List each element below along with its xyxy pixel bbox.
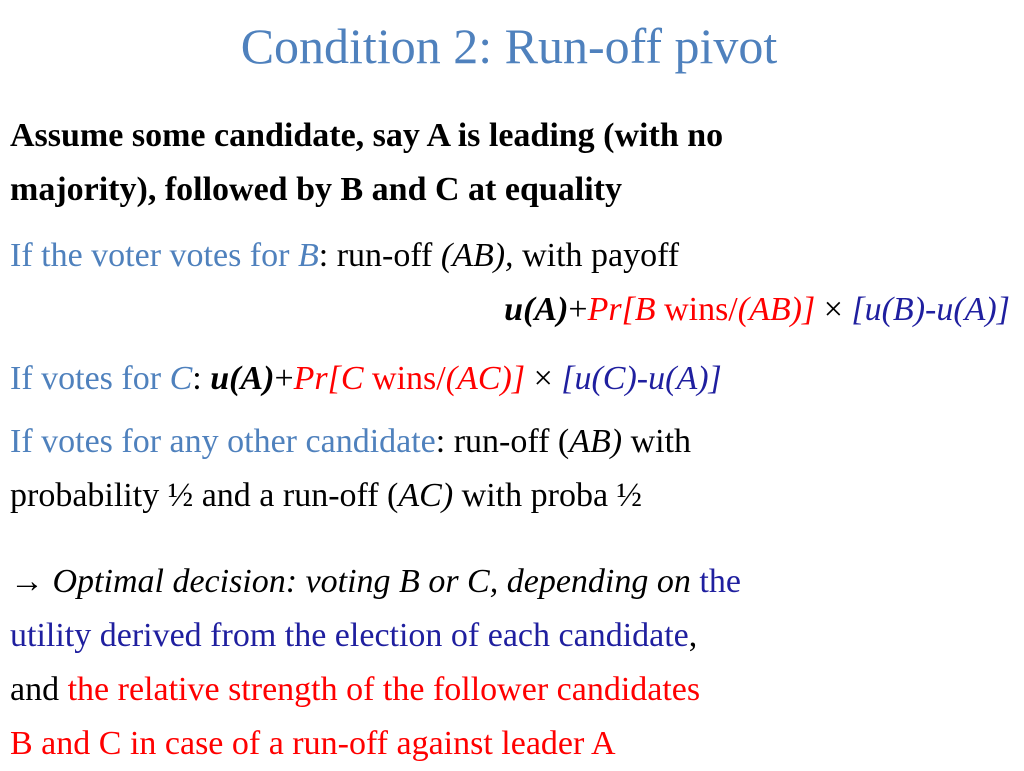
vote-b-formula-diff: [u(B)-u(A)] xyxy=(851,291,1010,328)
conclusion-navy-1: the xyxy=(690,563,741,600)
vote-c-formula-plus: + xyxy=(274,360,294,397)
vote-b-formula-pr: Pr[B xyxy=(587,291,656,328)
vote-b-formula-times: × xyxy=(815,291,852,328)
vote-c-formula-ac: (AC)] xyxy=(445,360,526,397)
vote-c-formula-pr: Pr[C xyxy=(293,360,364,397)
assumption-line-1: Assume some candidate, say A is leading (with no xyxy=(10,117,724,154)
assumption-line-2: majority), followed by B and C at equality xyxy=(10,171,622,208)
vote-c-colon: : xyxy=(192,360,211,397)
vote-other-paragraph xyxy=(10,415,1024,523)
vote-b-line xyxy=(10,229,1024,283)
conclusion-red-1: the relative strength of the follower candidates xyxy=(67,671,701,708)
vote-b-lead: If the voter votes for xyxy=(10,237,298,274)
vote-other-line-1 xyxy=(10,415,1024,469)
conclusion-line-4 xyxy=(10,717,1024,771)
vote-c-var: C xyxy=(169,360,193,397)
vote-other-line2a: probability ½ and a run-off ( xyxy=(10,477,399,514)
vote-b-var: B xyxy=(297,237,319,274)
vote-c-line xyxy=(10,352,1024,406)
vote-b-formula-plus: + xyxy=(568,291,588,328)
conclusion-paragraph xyxy=(10,555,1024,771)
arrow-icon: → xyxy=(10,563,53,600)
conclusion-red-2: B and C in case of a run-off against leader A xyxy=(10,725,616,762)
vote-other-line2b: with proba ½ xyxy=(453,477,643,514)
vote-b-paragraph xyxy=(10,229,1024,337)
conclusion-italic: Optimal decision: voting B or C, depending on xyxy=(52,563,691,600)
vote-b-tail: with payoff xyxy=(513,237,680,274)
vote-b-colon: : run-off xyxy=(318,237,441,274)
vote-c-formula-diff: [u(C)-u(A)] xyxy=(561,360,722,397)
conclusion-line-3 xyxy=(10,663,1024,717)
vote-c-lead: If votes for xyxy=(10,360,170,397)
vote-b-formula-ab: (AB)] xyxy=(737,291,816,328)
conclusion-line-1 xyxy=(10,555,1024,609)
conclusion-comma: , xyxy=(688,617,698,654)
vote-other-mid2: with xyxy=(622,423,692,460)
slide-title: Condition 2: Run-off pivot xyxy=(240,18,778,74)
vote-other-mid: : run-off ( xyxy=(435,423,570,460)
vote-c-paragraph xyxy=(10,352,1024,406)
vote-other-ac: AC) xyxy=(398,477,454,514)
vote-other-line-2 xyxy=(10,469,1024,523)
vote-c-formula-times: × xyxy=(525,360,562,397)
vote-b-runoff: (AB), xyxy=(440,237,514,274)
assumption-paragraph xyxy=(10,109,1024,217)
vote-c-formula-u: u(A) xyxy=(210,360,275,397)
conclusion-navy-2: utility derived from the election of each candidate xyxy=(10,617,689,654)
conclusion-line-2 xyxy=(10,609,1024,663)
vote-b-formula xyxy=(50,283,1024,337)
vote-other-ab: AB) xyxy=(569,423,623,460)
conclusion-and: and xyxy=(10,671,68,708)
vote-b-formula-wins: wins/ xyxy=(655,291,738,328)
vote-other-lead: If votes for any other candidate xyxy=(10,423,436,460)
vote-b-formula-u: u(A) xyxy=(504,291,569,328)
vote-c-formula-wins: wins/ xyxy=(363,360,446,397)
